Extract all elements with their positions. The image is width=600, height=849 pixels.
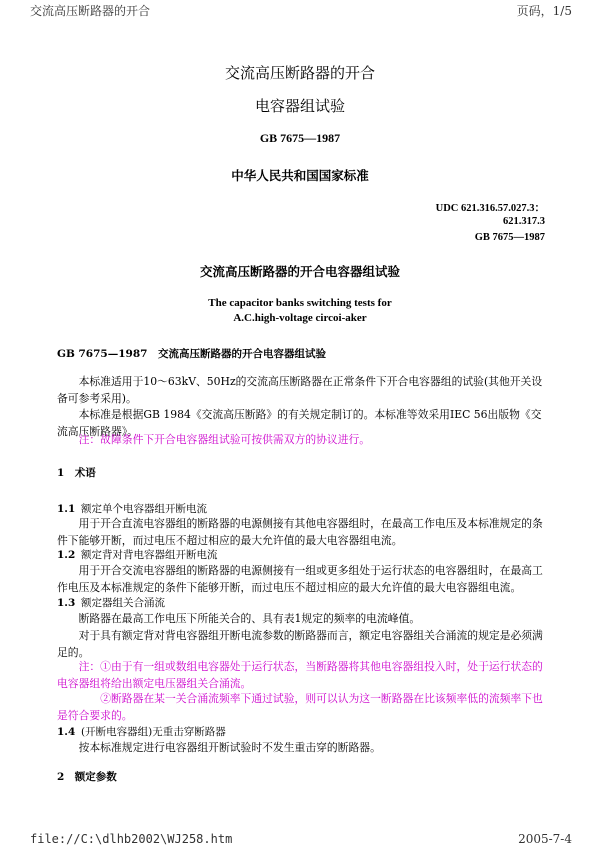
print-footer-path: file://C:\dlhb2002\WJ258.htm [30, 832, 233, 846]
subsection-1-2-body: 用于开合交流电容器组的断路器的电源侧接有一组或更多组处于运行状态的电容器组时，在最高工作电压及本标准规定的条件下能够开断，而过电压不超过相应的最大允许值的最大电容器组电流。 [57, 564, 543, 594]
subsection-title: 额定单个电容器组开断电流 [81, 503, 207, 515]
subsection-1-4-body: 按本标准规定进行电容器组开断试验时不发生重击穿的断路器。 [78, 741, 381, 754]
doc-title-line1: 交流高压断路器的开合 [224, 64, 375, 82]
subsection-1-3-note-2: ②断路器在某一关合涌流频率下通过试验，则可以认为这一断路器在比该频率低的流频率下也是符合要求的。 [57, 692, 543, 722]
cn-title: 交流高压断路器的开合电容器组试验 [199, 264, 400, 279]
en-title-line1: The capacitor banks switching tests for [208, 297, 392, 309]
subsection-title: 额定器组关合涌流 [81, 597, 165, 609]
udc-line1: UDC 621.316.57.027.3： [435, 203, 545, 214]
subsection-1-3-note-1: 注：①由于有一组或数组电容器处于运行状态，当断路器将其他电容器组投入时，处于运行状态的电容器组将给出额定电压器组关合涌流。 [57, 660, 543, 690]
subsection-1-2 [57, 547, 218, 562]
intro-paragraph-1: 本标准适用于10～63kV、50Hz的交流高压断路器在正常条件下开合电容器组的试验(其他开关设备可参考采用)。 [57, 375, 543, 405]
subsection-1-1 [57, 501, 207, 516]
gb-number: GB 7675—1987 [259, 131, 341, 145]
standard-name: 中华人民共和国国家标准 [231, 168, 369, 183]
subsection-number: 1.4 [57, 726, 76, 738]
subsection-number: 1.1 [57, 503, 76, 515]
subsection-1-4 [57, 724, 226, 739]
subsection-1-3-body-1: 断路器在最高工作电压下所能关合的、具有表1规定的频率的电流峰值。 [78, 612, 421, 625]
doc-subtitle: GB 7675—1987 交流高压断路器的开合电容器组试验 [57, 348, 326, 360]
udc-line2: 621.317.3 [503, 216, 545, 227]
subsection-title: 额定背对背电容器组开断电流 [81, 549, 218, 561]
print-footer-date: 2005-7-4 [518, 832, 572, 846]
doc-title-line2: 电容器组试验 [254, 97, 345, 115]
print-header-title: 交流高压断路器的开合 [30, 4, 151, 18]
print-footer [0, 830, 600, 849]
subsection-1-1-body: 用于开合直流电容器组的断路器的电源侧接有其他电容器组时，在最高工作电压及本标准规定的条件下能够开断，而过电压不超过相应的最大允许值的最大电容器组电流。 [57, 517, 543, 547]
section-2-title: 2 额定参数 [57, 771, 117, 783]
subsection-1-3 [57, 595, 165, 610]
intro-paragraph-2: 本标准是根据GB 1984《交流高压断路》的有关规定制订的。本标准等效采用IEC 56出版物《交流高压断路器》。 [57, 408, 542, 438]
en-title-line2: A.C.high-voltage circoi-aker [233, 312, 367, 324]
subsection-number: 1.3 [57, 597, 76, 609]
subsection-title: (开断电容器组)无重击穿断路器 [81, 726, 226, 738]
print-header-page: 页码，1/5 [516, 4, 572, 18]
udc-line3: GB 7675—1987 [474, 232, 545, 243]
subsection-number: 1.2 [57, 549, 76, 561]
subsection-1-3-body-2: 对于具有额定背对背电容器组开断电流参数的断路器而言，额定电容器组关合涌流的规定是必须满足的。 [57, 629, 543, 659]
section-1-title: 1 术语 [57, 467, 96, 479]
intro-note: 注：故障条件下开合电容器组试验可按供需双方的协议进行。 [78, 433, 371, 446]
